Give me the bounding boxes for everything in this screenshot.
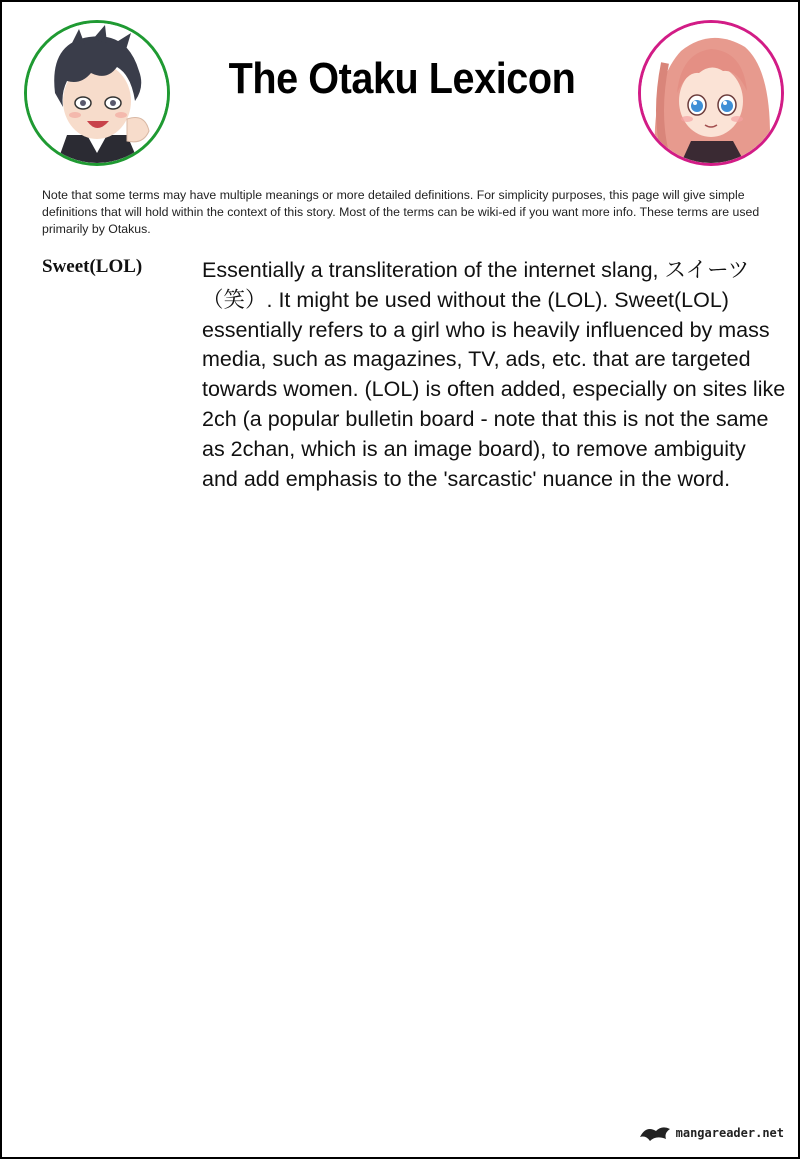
boy-character-illustration <box>27 23 167 163</box>
boy-character-avatar <box>24 20 170 166</box>
entry-definition: Essentially a transliteration of the internet slang, スイーツ（笑）. It might be used without the (LOL). Sweet(LOL) essentially refers to a girl who is heavily influenced by mass media, such as magazines, TV, ads, etc. that are targeted towards women. (LOL) is often added, especially on sites like 2ch (a popular bulletin board - note that this is not the same as 2chan, which is an image board), to remove ambiguity and add emphasis to the 'sarcastic' nuance in the word. <box>202 258 786 491</box>
watermark-logo-icon <box>638 1123 672 1143</box>
watermark-text: mangareader.net <box>675 1126 784 1140</box>
introductory-note: Note that some terms may have multiple meanings or more detailed definitions. For simplicity purposes, this page will give simple definitions that will hold within the context of this story. Most of the terms can be wiki-ed if you want more info. These terms are used primarily by Otakus. <box>42 188 760 236</box>
girl-character-avatar <box>638 20 784 166</box>
page-title: The Otaku Lexicon <box>228 54 576 103</box>
site-watermark <box>638 1123 784 1143</box>
girl-character-illustration <box>641 23 781 163</box>
entry-term: Sweet(LOL) <box>42 256 143 277</box>
